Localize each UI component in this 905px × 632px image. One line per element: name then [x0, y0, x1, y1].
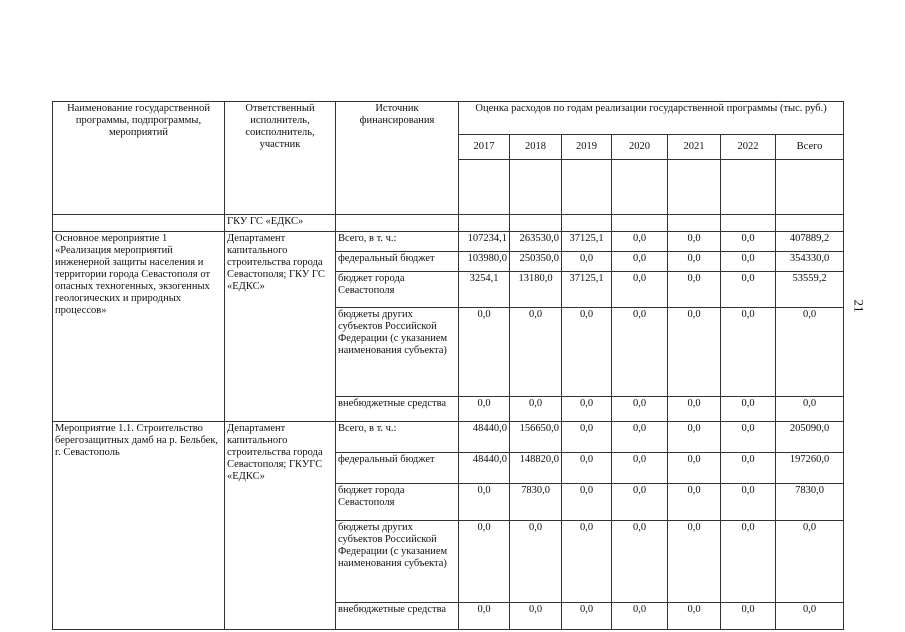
amount-cell: 0,0 — [668, 422, 721, 453]
year-2018: 2018 — [510, 135, 562, 160]
prev-executor: ГКУ ГС «ЕДКС» — [225, 215, 336, 232]
header-executor: Ответственный исполнитель, соисполнитель, участник — [225, 102, 336, 215]
header-name: Наименование государственной программы, подпрограммы, мероприятий — [53, 102, 225, 215]
funding-source: Всего, в т. ч.: — [336, 232, 459, 252]
amount-cell: 197260,0 — [776, 453, 844, 484]
year-2017: 2017 — [459, 135, 510, 160]
amount-cell: 0,0 — [562, 603, 612, 630]
amount-cell: 0,0 — [510, 397, 562, 422]
amount-cell: 0,0 — [668, 521, 721, 603]
amount-cell: 0,0 — [510, 521, 562, 603]
amount-cell: 0,0 — [668, 397, 721, 422]
item-executor: Департамент капитального строительства города Севастополя; ГКУГС «ЕДКС» — [225, 422, 336, 630]
year-2021: 2021 — [668, 135, 721, 160]
header-row — [53, 102, 844, 135]
amount-cell: 0,0 — [562, 521, 612, 603]
amount-cell: 0,0 — [721, 521, 776, 603]
amount-cell: 0,0 — [721, 272, 776, 308]
amount-cell: 0,0 — [612, 422, 668, 453]
funding-source: бюджет города Севастополя — [336, 272, 459, 308]
amount-cell: 0,0 — [510, 308, 562, 397]
amount-cell: 0,0 — [721, 422, 776, 453]
amount-cell: 354330,0 — [776, 252, 844, 272]
amount-cell: 0,0 — [612, 252, 668, 272]
amount-cell: 37125,1 — [562, 232, 612, 252]
funding-source: внебюджетные средства — [336, 603, 459, 630]
amount-cell: 0,0 — [612, 484, 668, 521]
amount-cell: 0,0 — [776, 521, 844, 603]
year-2022: 2022 — [721, 135, 776, 160]
header-estimate: Оценка расходов по годам реализации государственной программы (тыс. руб.) — [459, 102, 844, 135]
table-row — [53, 232, 844, 252]
item-name: Мероприятие 1.1. Строительство берегозащитных дамб на р. Бельбек, г. Севастополь — [53, 422, 225, 630]
amount-cell: 407889,2 — [776, 232, 844, 252]
amount-cell: 0,0 — [459, 308, 510, 397]
amount-cell: 103980,0 — [459, 252, 510, 272]
amount-cell: 0,0 — [776, 397, 844, 422]
amount-cell: 107234,1 — [459, 232, 510, 252]
amount-cell: 0,0 — [721, 252, 776, 272]
funding-source: федеральный бюджет — [336, 453, 459, 484]
funding-source: внебюджетные средства — [336, 397, 459, 422]
amount-cell: 263530,0 — [510, 232, 562, 252]
amount-cell: 0,0 — [668, 603, 721, 630]
amount-cell: 0,0 — [721, 453, 776, 484]
prev-row-tail — [53, 215, 844, 232]
year-2020: 2020 — [612, 135, 668, 160]
amount-cell: 0,0 — [721, 232, 776, 252]
amount-cell: 148820,0 — [510, 453, 562, 484]
amount-cell: 0,0 — [612, 272, 668, 308]
header-source: Источник финансирования — [336, 102, 459, 215]
amount-cell: 53559,2 — [776, 272, 844, 308]
amount-cell: 0,0 — [612, 603, 668, 630]
funding-source: бюджеты других субъектов Российской Федерации (с указанием наименования субъекта) — [336, 308, 459, 397]
amount-cell: 250350,0 — [510, 252, 562, 272]
funding-source: Всего, в т. ч.: — [336, 422, 459, 453]
amount-cell: 7830,0 — [776, 484, 844, 521]
amount-cell: 0,0 — [562, 453, 612, 484]
amount-cell: 0,0 — [668, 308, 721, 397]
financing-table — [52, 101, 844, 630]
amount-cell: 0,0 — [612, 308, 668, 397]
funding-source: федеральный бюджет — [336, 252, 459, 272]
amount-cell: 37125,1 — [562, 272, 612, 308]
amount-cell: 0,0 — [459, 521, 510, 603]
funding-source: бюджет города Севастополя — [336, 484, 459, 521]
amount-cell: 0,0 — [668, 453, 721, 484]
amount-cell: 13180,0 — [510, 272, 562, 308]
amount-cell: 0,0 — [776, 308, 844, 397]
amount-cell: 0,0 — [562, 484, 612, 521]
amount-cell: 0,0 — [562, 308, 612, 397]
amount-cell: 3254,1 — [459, 272, 510, 308]
amount-cell: 0,0 — [612, 397, 668, 422]
amount-cell: 0,0 — [562, 422, 612, 453]
amount-cell: 0,0 — [668, 272, 721, 308]
amount-cell: 0,0 — [459, 484, 510, 521]
amount-cell: 0,0 — [668, 484, 721, 521]
amount-cell: 0,0 — [721, 484, 776, 521]
table-row — [53, 422, 844, 453]
amount-cell: 0,0 — [612, 232, 668, 252]
item-name: Основное мероприятие 1 «Реализация мероприятий инженерной защиты населения и территории города Севастополя от опасных техногенных, экзогенных геологических и природных процессов» — [53, 232, 225, 422]
amount-cell: 0,0 — [721, 603, 776, 630]
amount-cell: 48440,0 — [459, 453, 510, 484]
amount-cell: 7830,0 — [510, 484, 562, 521]
amount-cell: 156650,0 — [510, 422, 562, 453]
year-2019: 2019 — [562, 135, 612, 160]
amount-cell: 0,0 — [668, 252, 721, 272]
amount-cell: 0,0 — [612, 453, 668, 484]
amount-cell: 0,0 — [562, 397, 612, 422]
amount-cell: 205090,0 — [776, 422, 844, 453]
amount-cell: 0,0 — [776, 603, 844, 630]
amount-cell: 0,0 — [721, 308, 776, 397]
amount-cell: 0,0 — [510, 603, 562, 630]
amount-cell: 0,0 — [459, 603, 510, 630]
item-executor: Департамент капитального строительства города Севастополя; ГКУ ГС «ЕДКС» — [225, 232, 336, 422]
amount-cell: 0,0 — [562, 252, 612, 272]
amount-cell: 0,0 — [612, 521, 668, 603]
amount-cell: 0,0 — [459, 397, 510, 422]
amount-cell: 48440,0 — [459, 422, 510, 453]
amount-cell: 0,0 — [721, 397, 776, 422]
year-total: Всего — [776, 135, 844, 160]
funding-source: бюджеты других субъектов Российской Федерации (с указанием наименования субъекта) — [336, 521, 459, 603]
page-number: 21 — [851, 299, 867, 313]
amount-cell: 0,0 — [668, 232, 721, 252]
